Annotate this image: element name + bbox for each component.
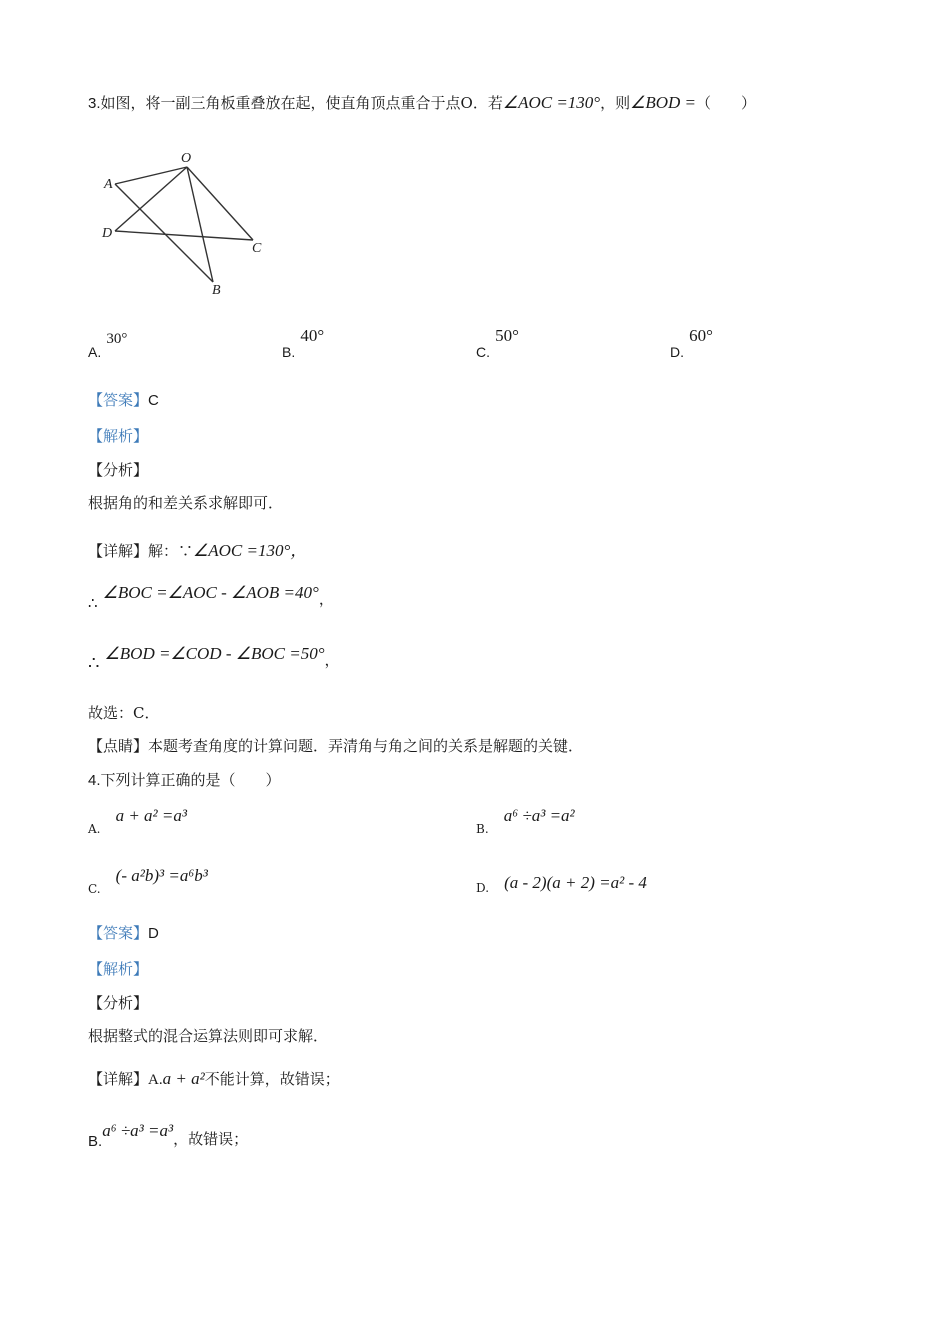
q4-number: 4. [88, 772, 101, 789]
q3-detail-tag: 【详解】 [88, 542, 149, 560]
q3-fenxi-tag: 【分析】 [88, 461, 149, 479]
q4-detail-a-text: 不能计算，故错误； [204, 1070, 340, 1088]
q3-dianjing-text: 本题考查角度的计算问题．弄清角与角之间的关系是解题的关键． [148, 737, 584, 755]
q3-analysis-tag: 【解析】 [88, 427, 149, 445]
q3-fenxi-text: 根据角的和差关系求解即可． [88, 494, 284, 512]
q3-dianjing-tag: 【点睛】 [88, 737, 149, 755]
label-c: C [252, 241, 262, 256]
therefore-symbol: ∴ [88, 653, 100, 674]
q4-option-b[interactable] [476, 806, 575, 836]
q4-stem: 下列计算正确的是（ ） [100, 771, 281, 789]
segment-ab [115, 184, 213, 282]
q3-detail-expr2: ∠BOC =∠AOC - ∠AOB =40° [102, 583, 319, 602]
q3-option-a-value: 30° [106, 331, 128, 347]
q4-option-c-value: (- a²b)³ =a⁶b³ [115, 866, 208, 885]
q3-stem-line [88, 92, 756, 113]
q3-stem: 如图，将一副三角板重叠放在起，使直角顶点重合于点O．若 [100, 94, 503, 112]
q3-stem-target: ∠BOD = [630, 93, 697, 112]
q4-option-b-value: a⁶ ÷a³ =a² [503, 806, 575, 825]
label-a: A [104, 177, 113, 192]
q4-answer-line [88, 922, 159, 943]
q3-option-b[interactable] [282, 326, 325, 360]
q4-detail-b-prefix: B. [88, 1133, 103, 1150]
therefore-symbol: ∴ [88, 594, 98, 612]
q3-option-d-value: 60° [689, 326, 713, 345]
q4-option-d-letter: D. [476, 881, 490, 895]
q4-option-a[interactable] [88, 806, 187, 836]
q3-detail-expr1: ∠AOC =130°， [193, 541, 308, 560]
q4-option-c-letter: C. [88, 882, 101, 896]
q4-fenxi-tag: 【分析】 [88, 994, 149, 1012]
label-b: B [212, 283, 221, 298]
segment-oa [115, 167, 187, 184]
q3-option-b-letter: B. [282, 344, 296, 360]
q4-answer-tag: 【答案】 [88, 924, 149, 942]
segment-ob [187, 167, 213, 282]
q3-option-c[interactable] [476, 326, 519, 360]
q3-option-c-value: 50° [495, 326, 519, 345]
q4-detail-a-expr: a + a² [162, 1069, 205, 1088]
q3-option-d-letter: D. [670, 344, 684, 360]
q4-option-d-value: (a - 2)(a + 2) =a² - 4 [504, 873, 647, 892]
q3-option-c-letter: C. [476, 344, 490, 360]
q3-option-a-letter: A. [88, 344, 102, 360]
q3-stem-condition: ∠AOC =130° [502, 93, 601, 112]
q4-answer: D [148, 925, 159, 942]
segment-od [115, 167, 187, 231]
q3-figure [95, 145, 275, 305]
q3-detail-expr3: ∠BOD =∠COD - ∠BOC =50° [104, 644, 325, 663]
q4-option-b-letter: B. [476, 822, 489, 836]
q4-fenxi-text: 根据整式的混合运算法则即可求解． [88, 1027, 329, 1045]
q3-detail-comma2: ， [318, 590, 334, 608]
q3-option-b-value: 40° [300, 326, 325, 345]
q4-detail-b-text: ，故错误； [173, 1130, 249, 1148]
q4-option-a-letter: A. [88, 822, 101, 836]
segment-oc [187, 167, 253, 240]
q4-detail-a [88, 1068, 340, 1089]
q3-answer-line [88, 389, 159, 410]
q3-answer-tag: 【答案】 [88, 391, 149, 409]
q3-number: 3. [88, 95, 101, 112]
q3-detail-comma3: ， [324, 651, 340, 669]
q4-analysis-tag: 【解析】 [88, 960, 149, 978]
q4-detail-tag: 【详解】 [88, 1070, 149, 1088]
q4-option-d[interactable] [476, 873, 647, 893]
q3-option-d[interactable] [670, 326, 713, 360]
q3-choose: 故选：C． [88, 704, 160, 722]
q3-detail-intro: 解：∵ [148, 542, 194, 560]
label-d: D [102, 226, 113, 241]
q3-stem-tail: ，则 [600, 94, 631, 112]
q4-stem-line [88, 769, 281, 790]
q3-answer: C [148, 392, 159, 409]
q3-detail-line2 [88, 582, 334, 612]
q4-detail-b-expr: a⁶ ÷a³ =a³ [102, 1121, 174, 1140]
q3-paren: （ ） [696, 94, 757, 112]
q4-option-a-value: a + a² =a³ [115, 806, 187, 825]
q3-detail-line3 [88, 643, 340, 674]
q3-option-a[interactable] [88, 328, 128, 360]
q4-detail-a-prefix: A. [148, 1072, 163, 1088]
segment-dc [115, 231, 253, 240]
q4-detail-b [88, 1120, 249, 1150]
q3-detail-line1 [88, 536, 307, 561]
label-o: O [181, 151, 192, 166]
q3-dianjing-line [88, 735, 583, 756]
q4-option-c[interactable] [88, 866, 208, 896]
